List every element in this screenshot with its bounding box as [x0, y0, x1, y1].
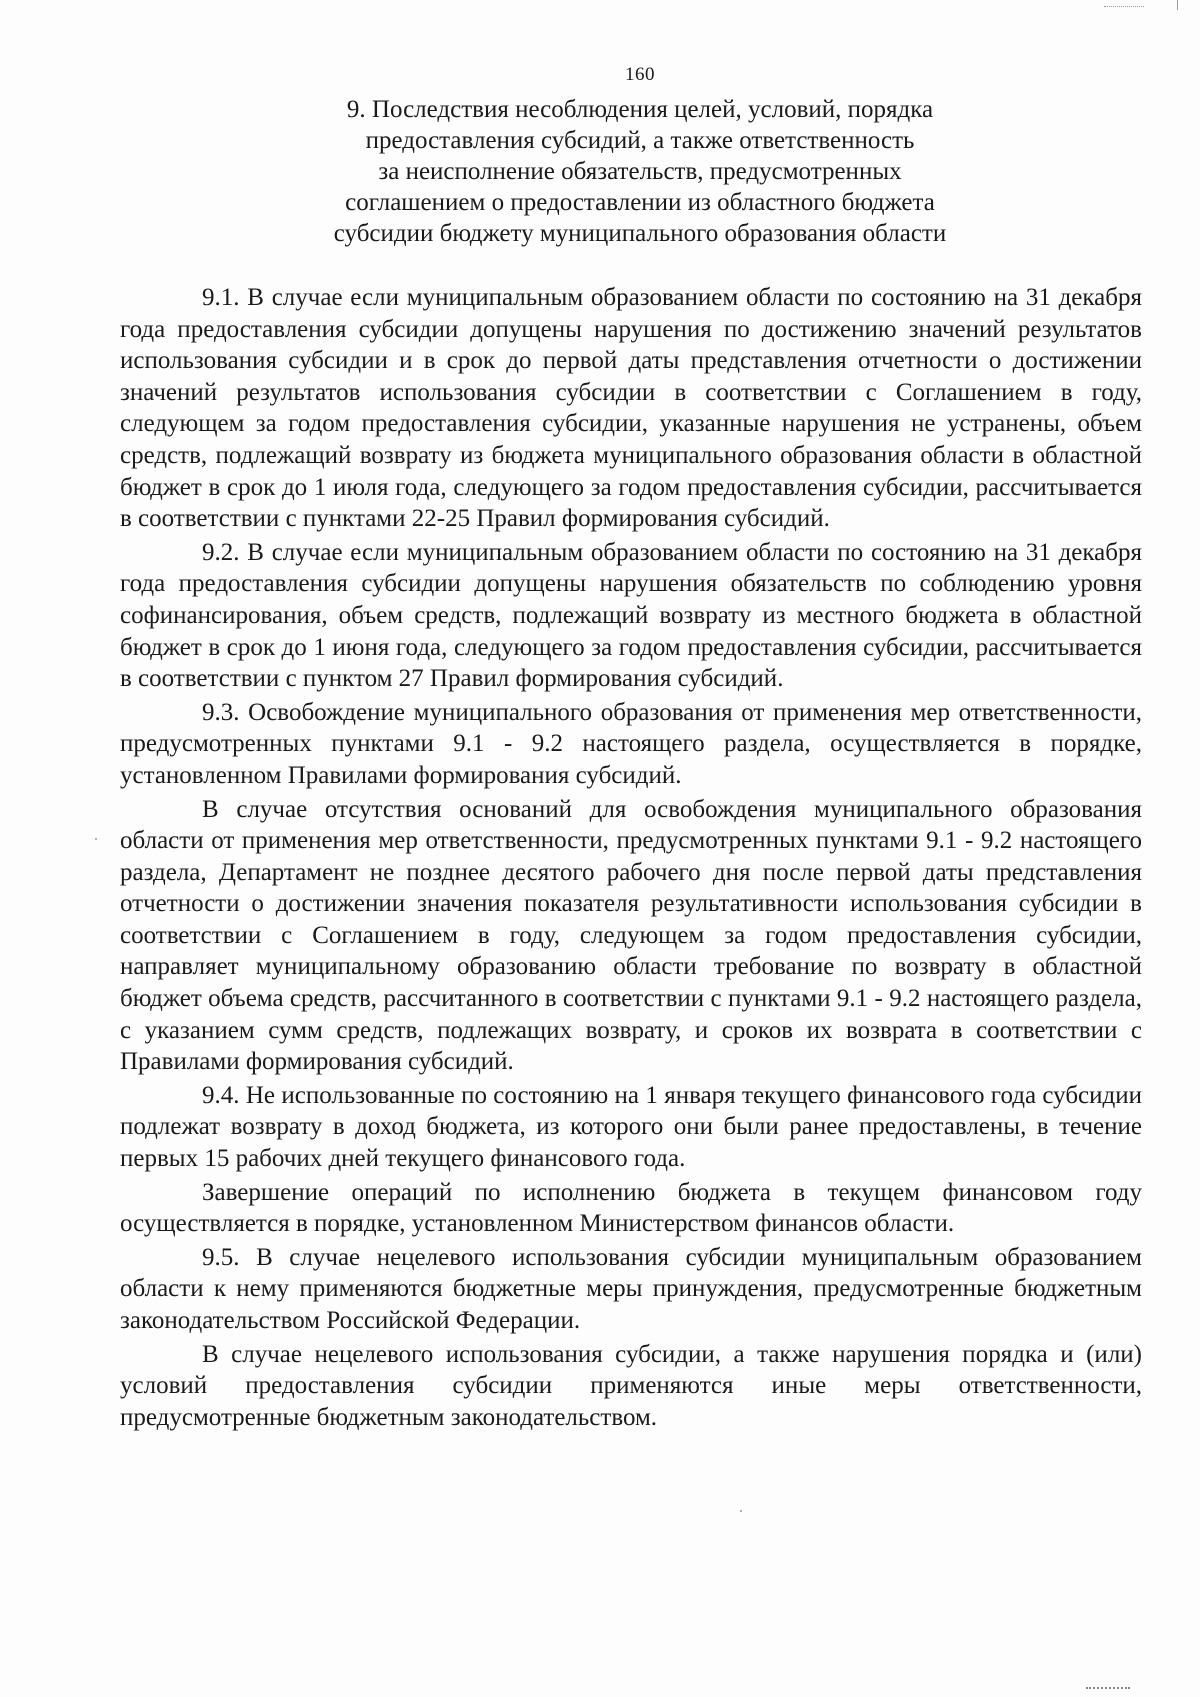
page-number: 160: [625, 64, 655, 85]
scan-artifact-bottom: [1086, 1687, 1130, 1693]
scan-speck: [95, 838, 97, 840]
paragraph-9-2: 9.2. В случае если муниципальным образованием области по состоянию на 31 декабря года предоставления субсидии допущены нарушения обязательств по соблюдению уровня софинансирования, объем средств, подлежащий возврату из местного бюджета в областной бюджет в срок до 1 июня года, следующего за годом предоставления субсидии, рассчитывается в соответствии с пунктом 27 Правил формирования субсидий.: [120, 538, 1142, 693]
section-heading: [300, 94, 980, 249]
paragraph-9-1: 9.1. В случае если муниципальным образованием области по состоянию на 31 декабря года предоставления субсидии допущены нарушения по достижению значений результатов использования субсидии и в срок до первой даты представления отчетности о достижении значений результатов использования субсидии в соответствии с Соглашением в году, следующем за годом предоставления субсидии, указанные нарушения не устранены, объем средств, подлежащий возврату из бюджета муниципального образования области в областной бюджет в срок до 1 июля года, следующего за годом предоставления субсидии, рассчитывается в соответствии с пунктами 22-25 Правил формирования субсидий.: [120, 284, 1142, 533]
heading-line: 9. Последствия несоблюдения целей, условий, порядка: [346, 96, 934, 123]
paragraph-9-4-continued: Завершение операций по исполнению бюджета в текущем финансовом году осуществляется в порядке, установленном Министерством финансов области.: [120, 1178, 1142, 1238]
paragraph-9-3-continued: В случае отсутствия оснований для освобождения муниципального образования области от применения мер ответственности, предусмотренных пунктами 9.1 - 9.2 настоящего раздела, Департамент не позднее десятого рабочего дня после первой даты представления отчетности о достижении значения показателя результативности использования субсидии в соответствии с Соглашением в году, следующем за годом предоставления субсидии, направляет муниципальному образованию области требование по возврату в областной бюджет объема средств, рассчитанного в соответствии с пунктами 9.1 - 9.2 настоящего раздела, с указанием сумм средств, подлежащих возврату, и сроков их возврата в соответствии с Правилами формирования субсидий.: [120, 795, 1142, 1076]
heading-line: за неисполнение обязательств, предусмотренных: [378, 158, 902, 185]
paragraph-9-5: 9.5. В случае нецелевого использования субсидии муниципальным образованием области к нему применяются бюджетные меры принуждения, предусмотренные бюджетным законодательством Российской Федерации.: [120, 1243, 1142, 1334]
heading-line: соглашением о предоставлении из областного бюджета: [345, 189, 935, 216]
section-body: [120, 282, 1142, 1435]
paragraph-9-3: 9.3. Освобождение муниципального образования от применения мер ответственности, предусмотренных пунктами 9.1 - 9.2 настоящего раздела, осуществляется в порядке, установленном Правилами формирования субсидий.: [120, 698, 1142, 789]
heading-line: предоставления субсидий, а также ответственность: [365, 127, 915, 154]
scan-artifact-top: [1104, 0, 1144, 7]
paragraph-9-4: 9.4. Не использованные по состоянию на 1 января текущего финансового года субсидии подлежат возврату в доход бюджета, из которого они были ранее предоставлены, в течение первых 15 рабочих дней текущего финансового года.: [120, 1081, 1142, 1173]
scan-artifact-tick: [1177, 0, 1178, 10]
scan-speck: [740, 1510, 742, 1512]
paragraph-9-5-continued: В случае нецелевого использования субсидии, а также нарушения порядка и (или) условий предоставления субсидии применяются иные меры ответственности, предусмотренные бюджетным законодательством.: [120, 1340, 1142, 1431]
heading-line: субсидии бюджету муниципального образования области: [333, 220, 947, 247]
